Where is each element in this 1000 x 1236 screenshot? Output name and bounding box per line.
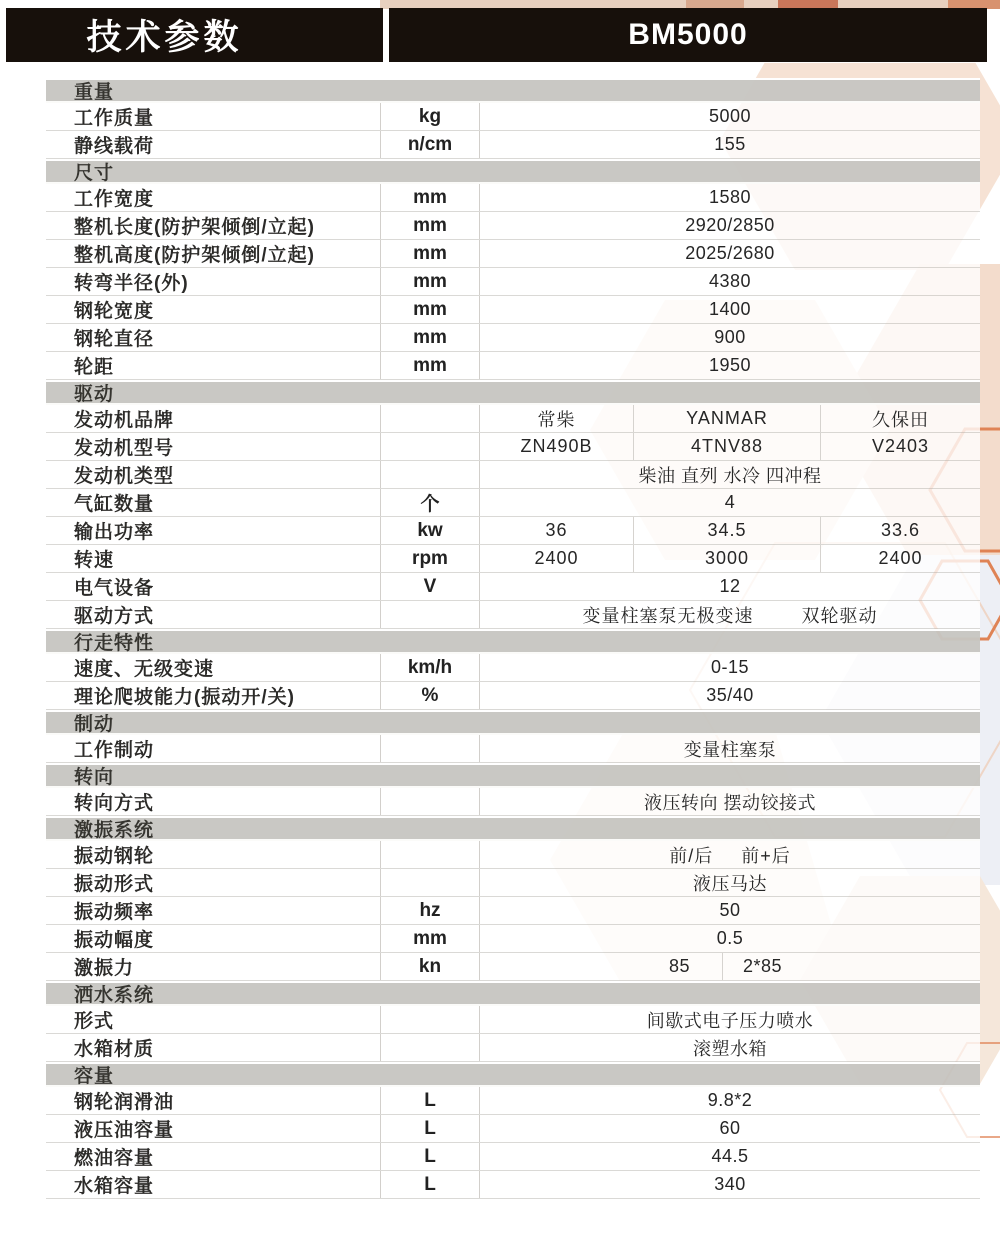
spec-label: 水箱容量 xyxy=(74,1176,155,1197)
spec-value: 44.5 xyxy=(711,1146,749,1166)
spec-value: 85 xyxy=(480,953,723,980)
section-header-travel: 行走特性 xyxy=(46,629,980,654)
spec-row xyxy=(46,654,980,682)
spec-value: 2025/2680 xyxy=(685,243,775,263)
spec-label: 转速 xyxy=(74,550,115,571)
spec-unit: rpm xyxy=(380,545,480,572)
spec-value: 0.5 xyxy=(716,928,744,948)
spec-value: 久保田 xyxy=(820,405,980,432)
spec-row xyxy=(46,953,980,981)
spec-value-group xyxy=(480,841,980,868)
spec-value: 前/后 xyxy=(669,845,714,866)
spec-row xyxy=(46,601,980,629)
spec-unit: V xyxy=(380,573,480,600)
spec-value: 0-15 xyxy=(710,657,750,677)
spec-label: 振动频率 xyxy=(74,902,155,923)
spec-unit xyxy=(380,1006,480,1033)
spec-row xyxy=(46,240,980,268)
spec-row xyxy=(46,682,980,710)
spec-label: 振动形式 xyxy=(74,874,155,895)
spec-unit: L xyxy=(380,1171,480,1198)
spec-unit: n/cm xyxy=(380,131,480,158)
spec-label: 振动钢轮 xyxy=(74,846,155,867)
section-header-water-spray: 洒水系统 xyxy=(46,981,980,1006)
spec-unit: mm xyxy=(380,184,480,211)
section-header-brake: 制动 xyxy=(46,710,980,735)
spec-row xyxy=(46,545,980,573)
spec-value: 2920/2850 xyxy=(685,215,775,235)
spec-unit: L xyxy=(380,1087,480,1114)
spec-unit: kw xyxy=(380,517,480,544)
spec-value: 5000 xyxy=(708,106,752,126)
spec-unit: mm xyxy=(380,296,480,323)
spec-value: 9.8*2 xyxy=(707,1090,753,1110)
spec-label: 发动机型号 xyxy=(74,438,175,459)
page-title: 技术参数 xyxy=(86,18,243,57)
spec-label: 转弯半径(外) xyxy=(74,273,189,294)
spec-unit xyxy=(380,841,480,868)
section-header-weight: 重量 xyxy=(46,78,980,103)
spec-label: 整机长度(防护架倾倒/立起) xyxy=(74,217,315,238)
spec-value-group xyxy=(480,433,980,460)
spec-value: 间歇式电子压力喷水 xyxy=(646,1010,814,1031)
spec-value: 液压转向 摆动铰接式 xyxy=(643,792,816,813)
spec-value: 滚塑水箱 xyxy=(693,1038,767,1059)
spec-unit: mm xyxy=(380,240,480,267)
spec-table xyxy=(46,78,980,1199)
spec-value: 4380 xyxy=(708,271,752,291)
spec-value-group xyxy=(480,405,980,432)
spec-row xyxy=(46,573,980,601)
spec-label: 钢轮直径 xyxy=(74,329,155,350)
spec-value: 36 xyxy=(545,520,568,540)
spec-value: 34.5 xyxy=(633,517,820,544)
spec-value: 双轮驱动 xyxy=(801,605,878,626)
spec-unit: kg xyxy=(380,103,480,130)
spec-value: 50 xyxy=(719,900,741,920)
spec-row xyxy=(46,489,980,517)
spec-row xyxy=(46,461,980,489)
spec-value: 变量柱塞泵无极变速 xyxy=(582,605,754,626)
spec-value: V2403 xyxy=(820,433,980,460)
spec-row xyxy=(46,1006,980,1034)
spec-label: 形式 xyxy=(74,1011,115,1032)
spec-label: 气缸数量 xyxy=(74,494,155,515)
spec-label: 轮距 xyxy=(74,357,115,378)
spec-row xyxy=(46,735,980,763)
spec-label: 钢轮润滑油 xyxy=(74,1092,175,1113)
spec-unit xyxy=(380,461,480,488)
spec-row xyxy=(46,925,980,953)
spec-row xyxy=(46,1115,980,1143)
spec-row xyxy=(46,517,980,545)
spec-value: 340 xyxy=(714,1174,746,1194)
spec-value: 1580 xyxy=(708,187,752,207)
spec-label: 振动幅度 xyxy=(74,930,155,951)
spec-value-group xyxy=(480,953,980,980)
spec-label: 激振力 xyxy=(74,958,135,979)
spec-unit xyxy=(380,788,480,815)
section-header-vibration: 激振系统 xyxy=(46,816,980,841)
spec-value: 900 xyxy=(714,327,746,347)
spec-unit: km/h xyxy=(380,654,480,681)
spec-row xyxy=(46,1171,980,1199)
spec-label: 静线载荷 xyxy=(74,136,155,157)
spec-row xyxy=(46,352,980,380)
spec-label: 理论爬坡能力(振动开/关) xyxy=(74,687,295,708)
spec-label: 驱动方式 xyxy=(74,606,155,627)
spec-unit xyxy=(380,405,480,432)
spec-row xyxy=(46,268,980,296)
spec-row xyxy=(46,184,980,212)
spec-row xyxy=(46,841,980,869)
spec-label: 电气设备 xyxy=(74,578,155,599)
spec-value: 155 xyxy=(714,134,746,154)
spec-value: 4TNV88 xyxy=(633,433,820,460)
section-header-drive: 驱动 xyxy=(46,380,980,405)
spec-unit xyxy=(380,1034,480,1061)
spec-value: 60 xyxy=(719,1118,741,1138)
spec-value: 2400 xyxy=(534,548,579,568)
spec-row xyxy=(46,1034,980,1062)
spec-unit: 个 xyxy=(380,489,480,516)
spec-label: 水箱材质 xyxy=(74,1039,155,1060)
spec-unit: hz xyxy=(380,897,480,924)
spec-label: 液压油容量 xyxy=(74,1120,175,1141)
spec-unit: mm xyxy=(380,352,480,379)
spec-value: 2*85 xyxy=(743,956,783,976)
spec-row xyxy=(46,324,980,352)
spec-unit xyxy=(380,601,480,628)
spec-unit: % xyxy=(380,682,480,709)
spec-label: 工作宽度 xyxy=(74,189,155,210)
spec-row xyxy=(46,212,980,240)
model-name: BM5000 xyxy=(628,18,748,51)
spec-value: 12 xyxy=(719,576,741,596)
spec-value: 3000 xyxy=(633,545,820,572)
spec-value-group xyxy=(480,517,980,544)
spec-row xyxy=(46,788,980,816)
spec-unit: kn xyxy=(380,953,480,980)
spec-label: 燃油容量 xyxy=(74,1148,155,1169)
spec-label: 发动机类型 xyxy=(74,466,175,487)
spec-row xyxy=(46,1143,980,1171)
spec-label: 转向方式 xyxy=(74,793,155,814)
spec-row xyxy=(46,1087,980,1115)
spec-value-group xyxy=(480,545,980,572)
spec-unit: mm xyxy=(380,268,480,295)
spec-label: 速度、无级变速 xyxy=(74,659,215,680)
spec-unit: L xyxy=(380,1115,480,1142)
spec-row xyxy=(46,405,980,433)
spec-value: 35/40 xyxy=(706,685,754,705)
page-title-bar xyxy=(6,8,383,62)
spec-row xyxy=(46,897,980,925)
spec-unit: L xyxy=(380,1143,480,1170)
spec-value: YANMAR xyxy=(633,405,820,432)
spec-row xyxy=(46,869,980,897)
spec-value: 4 xyxy=(724,492,736,512)
spec-row xyxy=(46,433,980,461)
model-title-bar xyxy=(389,8,987,62)
spec-value: 柴油 直列 水冷 四冲程 xyxy=(638,465,822,486)
spec-value: 液压马达 xyxy=(693,873,767,894)
spec-label: 工作制动 xyxy=(74,740,155,761)
spec-value: 前+后 xyxy=(741,845,791,866)
spec-row xyxy=(46,103,980,131)
spec-value: 1950 xyxy=(708,355,752,375)
section-header-dimensions: 尺寸 xyxy=(46,159,980,184)
spec-unit xyxy=(380,869,480,896)
spec-unit xyxy=(380,735,480,762)
spec-label: 输出功率 xyxy=(74,522,155,543)
spec-row xyxy=(46,131,980,159)
spec-value-group xyxy=(480,601,980,628)
spec-value: ZN490B xyxy=(520,436,593,456)
spec-value: 33.6 xyxy=(820,517,980,544)
spec-unit: mm xyxy=(380,324,480,351)
spec-label: 发动机品牌 xyxy=(74,410,175,431)
section-header-capacity: 容量 xyxy=(46,1062,980,1087)
spec-value: 变量柱塞泵 xyxy=(683,739,777,760)
section-header-steering: 转向 xyxy=(46,763,980,788)
spec-row xyxy=(46,296,980,324)
spec-label: 钢轮宽度 xyxy=(74,301,155,322)
spec-value: 常柴 xyxy=(537,409,576,430)
spec-unit: mm xyxy=(380,925,480,952)
spec-label: 整机高度(防护架倾倒/立起) xyxy=(74,245,315,266)
spec-value: 1400 xyxy=(708,299,752,319)
spec-unit xyxy=(380,433,480,460)
spec-unit: mm xyxy=(380,212,480,239)
spec-value: 2400 xyxy=(820,545,980,572)
spec-label: 工作质量 xyxy=(74,108,155,129)
